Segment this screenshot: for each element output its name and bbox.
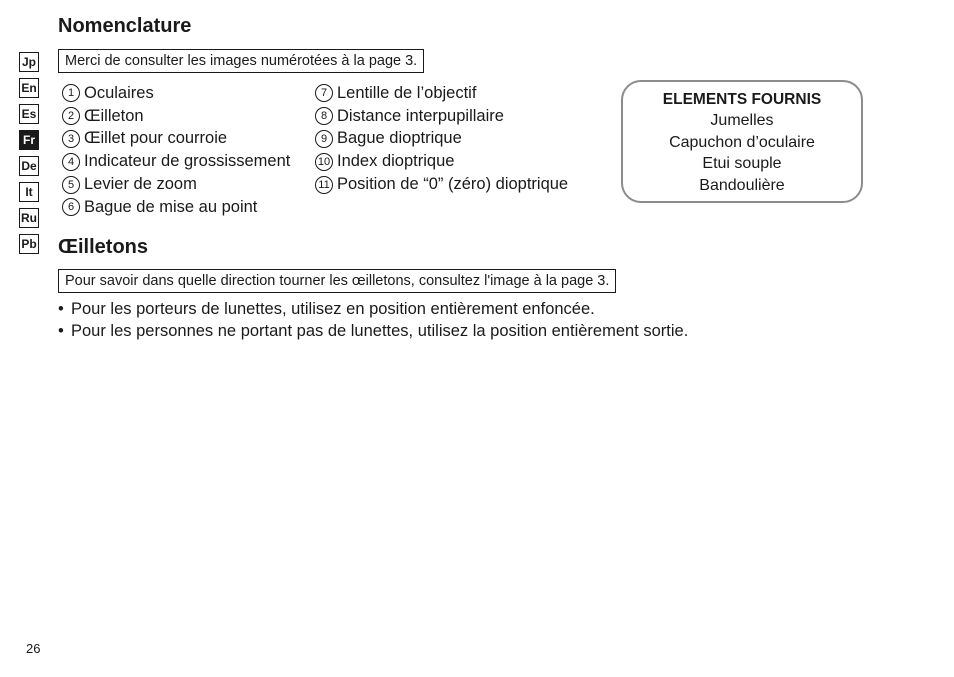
list-item [62, 82, 290, 105]
list-item [58, 299, 688, 321]
part-label: Bague dioptrique [337, 129, 462, 148]
list-item [315, 150, 568, 173]
supplied-items-list [623, 110, 861, 196]
part-label: Œillet pour courroie [84, 129, 228, 148]
list-item [315, 128, 568, 151]
list-item [62, 105, 290, 128]
list-item [62, 128, 290, 151]
number-badge: 3 [62, 130, 80, 148]
parts-list-column-1 [62, 82, 290, 219]
part-label: Indicateur de grossissement [84, 152, 291, 171]
part-label: Index dioptrique [337, 152, 455, 171]
lang-tab-ru[interactable]: Ru [19, 208, 39, 228]
number-badge: 1 [62, 84, 80, 102]
nomenclature-note: Merci de consulter les images numérotées à la page 3. [58, 49, 424, 73]
list-item [315, 173, 568, 196]
number-badge: 7 [315, 84, 333, 102]
part-label: Lentille de l’objectif [337, 83, 477, 102]
list-item: Bandoulière [699, 176, 785, 194]
number-badge: 6 [62, 198, 80, 216]
nomenclature-heading: Nomenclature [58, 15, 192, 37]
part-label: Levier de zoom [84, 175, 197, 194]
bullet-text: Pour les porteurs de lunettes, utilisez en position entièrement enfoncée. [71, 300, 595, 318]
number-badge: 10 [315, 153, 333, 171]
list-item: Capuchon d’oculaire [669, 133, 815, 151]
number-badge: 9 [315, 130, 333, 148]
oeilletons-note: Pour savoir dans quelle direction tourner les œilletons, consultez l'image à la page 3. [58, 269, 616, 293]
list-item [315, 82, 568, 105]
number-badge: 2 [62, 107, 80, 125]
number-badge: 11 [315, 176, 333, 194]
list-item [58, 321, 688, 343]
language-tabs [19, 52, 39, 260]
oeilletons-bullet-list [58, 299, 688, 342]
lang-tab-en[interactable]: En [19, 78, 39, 98]
number-badge: 8 [315, 107, 333, 125]
list-item: Etui souple [702, 155, 782, 172]
part-label: Bague de mise au point [84, 197, 258, 216]
list-item [62, 173, 290, 196]
bullet-icon: • [58, 321, 64, 340]
supplied-items-title: ELEMENTS FOURNIS [662, 91, 822, 108]
lang-tab-fr[interactable]: Fr [19, 130, 39, 150]
bullet-icon: • [58, 300, 64, 318]
supplied-items-box [621, 80, 863, 203]
part-label: Œilleton [84, 106, 144, 125]
lang-tab-es[interactable]: Es [19, 104, 39, 124]
part-label: Position de “0” (zéro) dioptrique [337, 175, 569, 194]
parts-list-column-2 [315, 82, 568, 196]
lang-tab-de[interactable]: De [19, 156, 39, 176]
lang-tab-pb[interactable]: Pb [19, 234, 39, 254]
bullet-text: Pour les personnes ne portant pas de lunettes, utilisez la position entièrement sortie. [71, 321, 689, 340]
number-badge: 5 [62, 176, 80, 194]
list-item [315, 105, 568, 128]
list-item [62, 196, 290, 219]
page-number: 26 [26, 641, 41, 656]
lang-tab-it[interactable]: It [19, 182, 39, 202]
oeilletons-heading: Œilletons [58, 236, 149, 258]
list-item: Jumelles [710, 112, 774, 129]
part-label: Distance interpupillaire [337, 106, 504, 125]
number-badge: 4 [62, 153, 80, 171]
part-label: Oculaires [84, 83, 154, 102]
list-item [62, 150, 290, 173]
lang-tab-jp[interactable]: Jp [19, 52, 39, 72]
